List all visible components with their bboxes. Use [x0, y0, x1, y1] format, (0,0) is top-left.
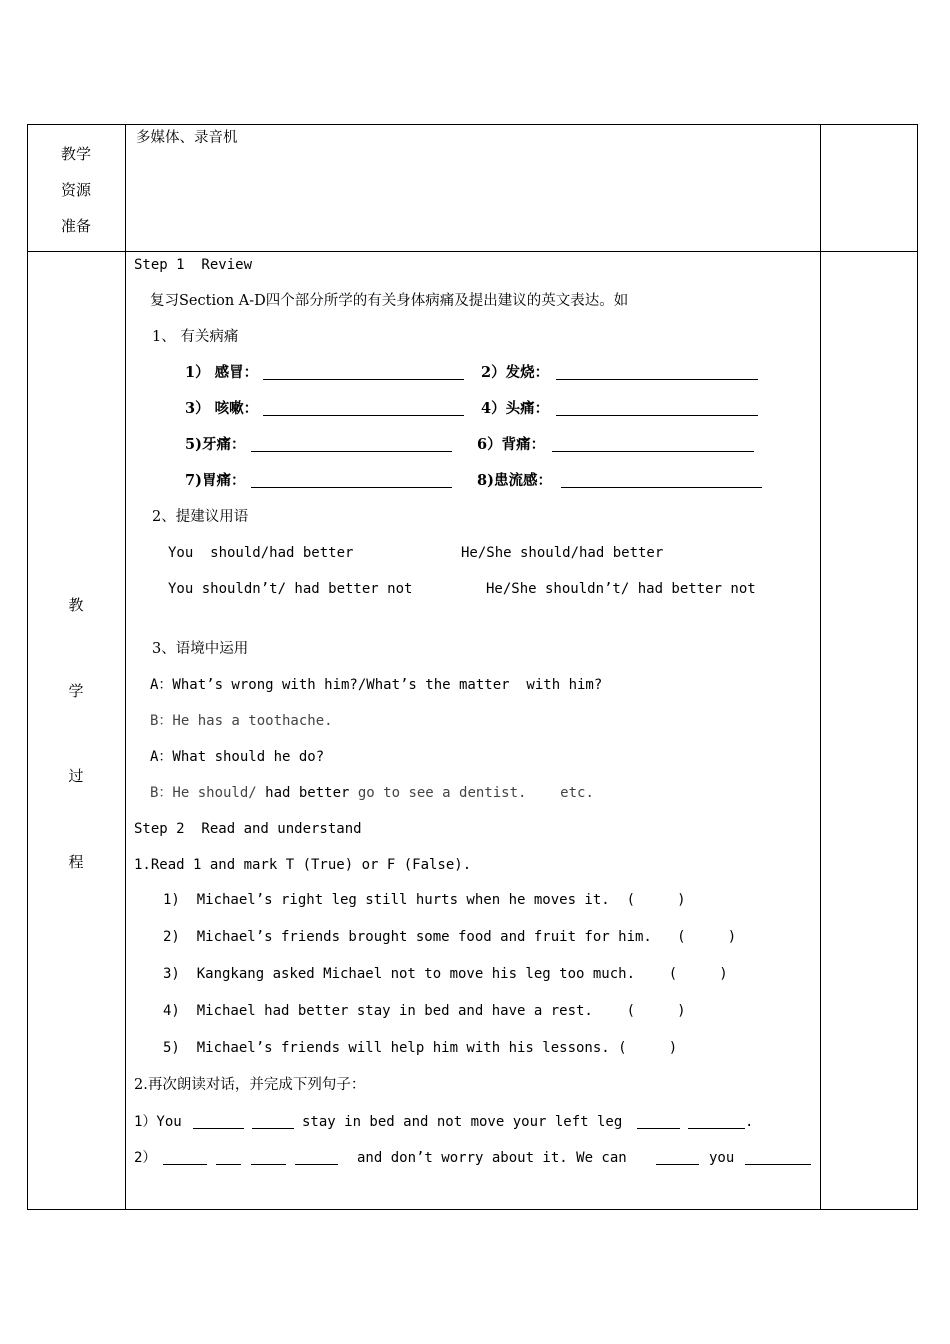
- answer-blank[interactable]: [251, 1151, 286, 1165]
- tf-item: 4) Michael had better stay in bed and have a rest. ( ): [163, 1003, 686, 1019]
- process-label-1: 教: [68, 596, 84, 614]
- sentence-part: 1）You: [134, 1114, 182, 1130]
- answer-blank[interactable]: [251, 438, 452, 452]
- ailment-label: 7)胃痛：: [185, 472, 246, 489]
- answer-blank[interactable]: [637, 1115, 680, 1129]
- answer-blank[interactable]: [295, 1151, 338, 1165]
- table-row-divider: [27, 251, 918, 252]
- ailment-label: 5)牙痛：: [185, 436, 246, 453]
- table-col-divider-2: [820, 124, 821, 1210]
- advice-line: He/She shouldn’t/ had better not: [486, 581, 756, 597]
- tf-item: 3) Kangkang asked Michael not to move his leg too much. ( ): [163, 966, 728, 982]
- dialog-line: A：What should he do?: [150, 749, 325, 765]
- process-label-4: 程: [68, 853, 84, 871]
- answer-blank[interactable]: [251, 474, 452, 488]
- resources-label-3: 准备: [60, 217, 91, 235]
- sentence-part: you: [709, 1150, 735, 1166]
- answer-blank[interactable]: [552, 438, 754, 452]
- answer-blank[interactable]: [193, 1115, 244, 1129]
- process-label-2: 学: [68, 682, 84, 700]
- resources-label-1: 教学: [60, 145, 91, 163]
- answer-blank[interactable]: [263, 402, 464, 416]
- advice-heading: 2、提建议用语: [152, 509, 249, 525]
- resources-label-2: 资源: [60, 181, 91, 199]
- answer-blank[interactable]: [163, 1151, 207, 1165]
- answer-blank[interactable]: [252, 1115, 294, 1129]
- ailment-label: 3） 咳嗽：: [185, 400, 259, 417]
- dialog-emphasis: had better: [265, 785, 350, 801]
- table-col-divider-1: [125, 124, 126, 1210]
- dialog-text: go to see a dentist. etc.: [349, 785, 594, 801]
- sentence-part: 2）: [134, 1150, 157, 1166]
- sentence-part: stay in bed and not move your left leg: [302, 1114, 623, 1130]
- ailments-heading: 1、 有关病痛: [152, 329, 239, 345]
- advice-line: You should/had better: [168, 545, 354, 561]
- answer-blank[interactable]: [263, 366, 464, 380]
- answer-blank[interactable]: [688, 1115, 745, 1129]
- answer-blank[interactable]: [561, 474, 762, 488]
- answer-blank[interactable]: [656, 1151, 699, 1165]
- dialog-line: [150, 784, 594, 802]
- answer-blank[interactable]: [556, 366, 758, 380]
- sentence-part: .: [745, 1114, 754, 1130]
- context-heading: 3、语境中运用: [152, 641, 249, 657]
- step1-intro: 复习Section A-D四个部分所学的有关身体病痛及提出建议的英文表达。如: [150, 293, 629, 309]
- step2-title: Step 2 Read and understand: [134, 821, 362, 837]
- step1-title: Step 1 Review: [134, 257, 253, 273]
- tf-item: 2) Michael’s friends brought some food and fruit for him. ( ): [163, 929, 737, 945]
- sentence-part: and don’t worry about it. We can: [357, 1150, 627, 1166]
- ailment-label: 4）头痛：: [481, 400, 550, 417]
- ailment-label: 8)患流感：: [477, 472, 552, 489]
- tf-item: 5) Michael’s friends will help him with his lessons. ( ): [163, 1040, 678, 1056]
- dialog-text: B：He should/: [150, 785, 266, 801]
- resources-content: 多媒体、录音机: [136, 130, 238, 146]
- ailment-label: 2）发烧：: [481, 364, 550, 381]
- dialog-line: B：He has a toothache.: [150, 713, 333, 729]
- advice-line: You shouldn’t/ had better not: [168, 581, 413, 597]
- task1-instruction: 1.Read 1 and mark T (True) or F (False).: [134, 857, 472, 873]
- dialog-line: A：What’s wrong with him?/What’s the matter with him?: [150, 677, 603, 693]
- process-label-3: 过: [68, 767, 84, 785]
- answer-blank[interactable]: [745, 1151, 811, 1165]
- task2-instruction: 2.再次朗读对话，并完成下列句子：: [134, 1077, 366, 1093]
- ailment-label: 6）背痛：: [477, 436, 546, 453]
- advice-line: He/She should/had better: [461, 545, 664, 561]
- answer-blank[interactable]: [556, 402, 758, 416]
- answer-blank[interactable]: [216, 1151, 241, 1165]
- tf-item: 1) Michael’s right leg still hurts when he moves it. ( ): [163, 892, 686, 908]
- ailment-label: 1） 感冒：: [185, 364, 259, 381]
